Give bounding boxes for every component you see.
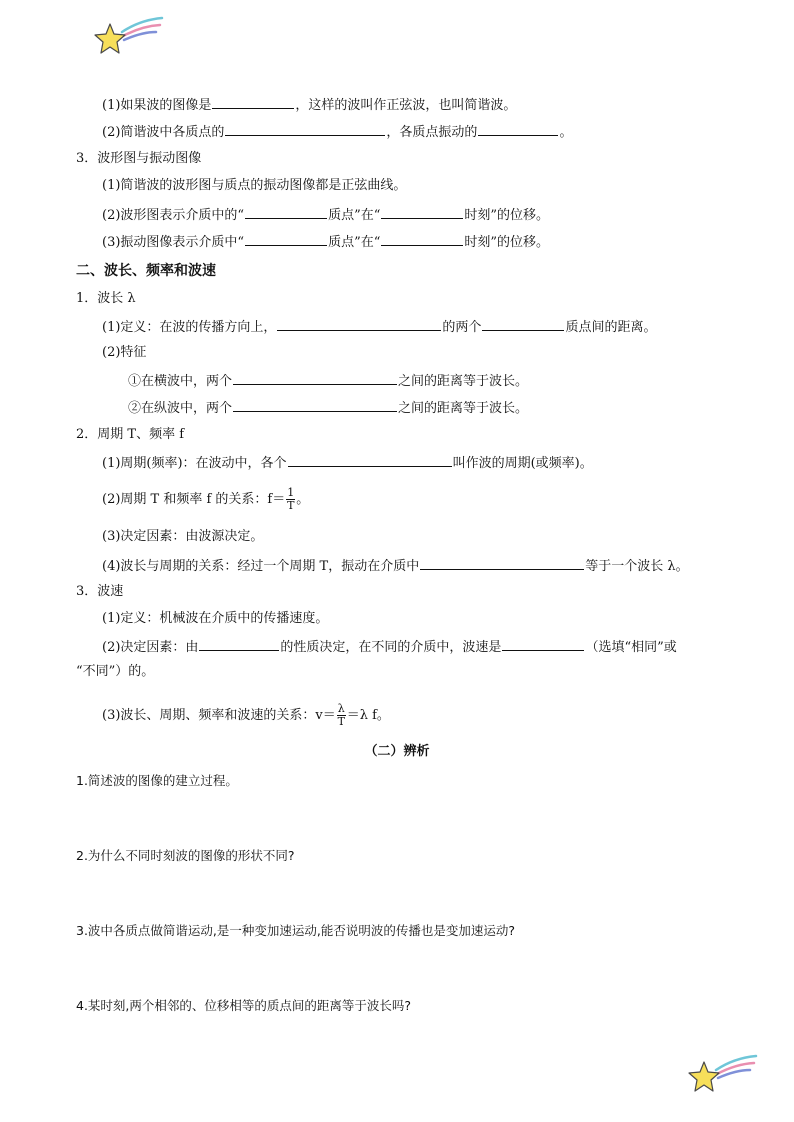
item-text: (1)定义：机械波在介质中的传播速度。 [102,611,329,626]
analysis-title: （二）辨析 [364,744,430,759]
section-heading: 1．波长 λ [76,291,136,306]
item-text: 质点”在“ [328,208,381,223]
item-text: ，各质点振动的 [386,125,478,140]
answer-blank[interactable] [482,317,564,331]
item-text: (2)特征 [102,345,147,360]
item-period-frequency [102,487,309,512]
item-text: (3)决定因素：由波源决定。 [102,529,264,544]
question-4: 4.某时刻,两个相邻的、位移相等的质点间的距离等于波长吗? [76,998,412,1013]
fraction-denominator: T [287,499,295,512]
section-heading: 2．周期 T、频率 f [76,427,185,442]
item-text: 时刻”的位移。 [464,208,550,223]
answer-blank[interactable] [233,398,397,412]
item-transverse [128,371,528,391]
item-text: (1)如果波的图像是 [102,98,212,113]
item-text: 的两个 [442,320,482,335]
fraction [286,487,295,512]
item-text: ，这样的波叫作正弦波，也叫简谐波。 [295,98,517,113]
item-text: (1)简谐波的波形图与质点的振动图像都是正弦曲线。 [102,178,407,193]
item-speed-relation [102,703,390,728]
shooting-star-icon [92,14,164,60]
item-text: (3)振动图像表示介质中“ [102,235,245,250]
item-text: ＝λ f。 [346,708,390,723]
answer-blank[interactable] [288,453,452,467]
section-heading: 3．波速 [76,584,124,599]
item-text: (1)定义：在波的传播方向上， [102,320,277,335]
fraction [337,703,346,728]
fraction-denominator: T [337,715,345,728]
section-heading: 3．波形图与振动图像 [76,151,202,166]
answer-blank[interactable] [233,371,397,385]
item-text: 之间的距离等于波长。 [398,401,529,416]
fraction-numerator: 1 [287,486,295,499]
answer-blank[interactable] [420,556,584,570]
question-3: 3.波中各质点做简谐运动,是一种变加速运动,能否说明波的传播也是变加速运动? [76,923,516,938]
item-speed-factor [102,637,677,657]
answer-blank[interactable] [245,232,327,246]
answer-blank[interactable] [225,122,385,136]
item-period-definition [102,453,593,473]
item-longitudinal [128,398,528,418]
answer-blank[interactable] [199,637,279,651]
item-text: 之间的距离等于波长。 [398,374,529,389]
item-text: ②在纵波中，两个 [128,401,233,416]
answer-blank[interactable] [381,205,463,219]
answer-blank[interactable] [381,232,463,246]
item-simple-harmonic [102,122,572,142]
item-text: 。 [296,492,310,507]
item-text: ①在横波中，两个 [128,374,233,389]
item-text: (2)波形图表示介质中的“ [102,208,245,223]
item-text: 时刻”的位移。 [464,235,550,250]
answer-blank[interactable] [277,317,441,331]
item-text: （选填“相同”或 [585,640,677,655]
answer-blank[interactable] [478,122,558,136]
item-text: (2)决定因素：由 [102,640,199,655]
question-1: 1.简述波的图像的建立过程。 [76,773,238,788]
answer-blank[interactable] [502,637,584,651]
fraction-numerator: λ [337,702,345,715]
item-vibration-graph [102,232,549,252]
item-text: (2)简谐波中各质点的 [102,125,225,140]
item-wavelength-definition [102,317,656,337]
item-text: “不同”）的。 [76,664,155,679]
item-text: 质点”在“ [328,235,381,250]
item-text: 等于一个波长 λ。 [585,559,689,574]
item-text: (4)波长与周期的关系：经过一个周期 T，振动在介质中 [102,559,420,574]
shooting-star-icon [686,1052,758,1098]
item-sine-wave [102,95,516,115]
item-text: 的性质决定，在不同的介质中，波速是 [280,640,502,655]
question-2: 2.为什么不同时刻波的图像的形状不同? [76,848,295,863]
answer-blank[interactable] [212,95,294,109]
item-text: (2)周期 T 和频率 f 的关系：f＝ [102,492,286,507]
item-text: 质点间的距离。 [565,320,657,335]
item-text: (1)周期(频率)：在波动中，各个 [102,456,287,471]
item-text: 。 [559,125,573,140]
item-text: (3)波长、周期、频率和波速的关系：v＝ [102,708,336,723]
item-text: 叫作波的周期(或频率)。 [452,456,593,471]
answer-blank[interactable] [245,205,327,219]
item-waveform-graph [102,205,549,225]
item-wavelength-period [102,556,689,576]
part-title: 二、波长、频率和波速 [76,263,216,279]
